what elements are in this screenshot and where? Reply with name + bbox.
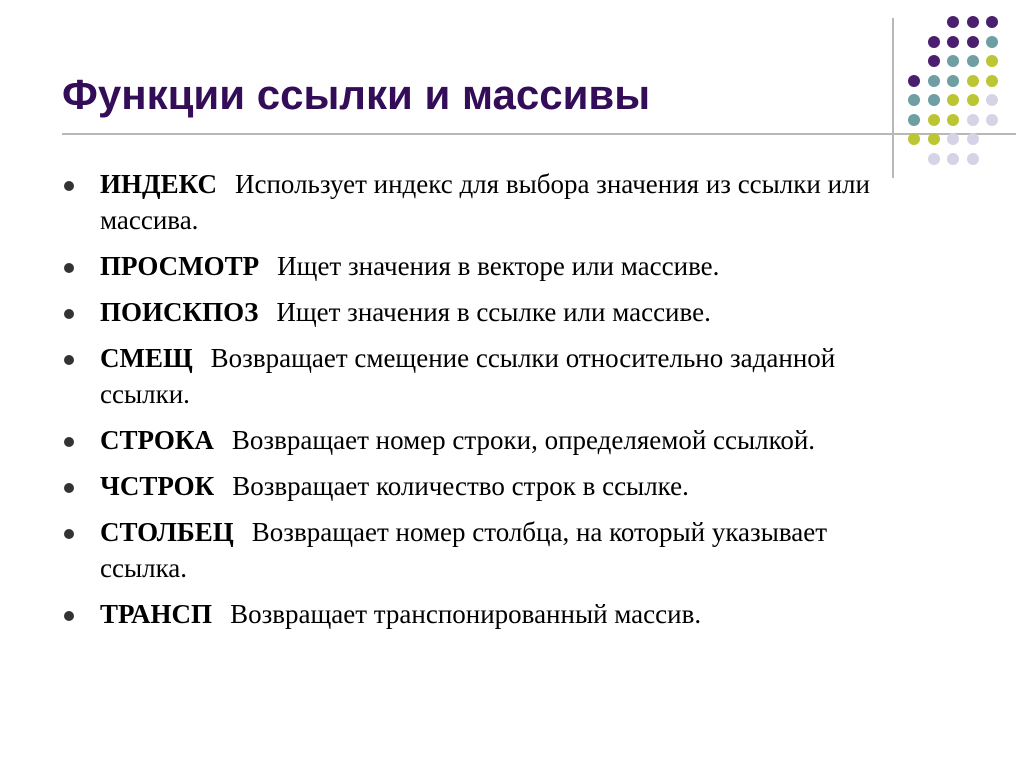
decorative-dot	[908, 114, 920, 126]
decorative-dot	[947, 94, 959, 106]
decorative-dot	[947, 36, 959, 48]
decorative-dot	[928, 153, 940, 165]
bullet-icon	[64, 483, 74, 493]
function-name: СМЕЩ	[100, 343, 193, 373]
decorative-dot	[947, 133, 959, 145]
function-name: ТРАНСП	[100, 599, 213, 629]
bullet-icon	[64, 611, 74, 621]
decorative-dot	[908, 94, 920, 106]
decorative-dot	[928, 94, 940, 106]
function-name: ИНДЕКС	[100, 169, 217, 199]
function-description: Ищет значения в векторе или массиве.	[277, 251, 720, 281]
decorative-dot	[947, 114, 959, 126]
bullet-icon	[64, 309, 74, 319]
bullet-item	[60, 514, 900, 586]
bullet-item	[60, 248, 900, 284]
bullet-icon	[64, 355, 74, 365]
bullet-icon	[64, 263, 74, 273]
decorative-dot	[928, 55, 940, 67]
bullet-item	[60, 166, 900, 238]
decorative-dot	[967, 36, 979, 48]
function-description: Использует индекс для выбора значения из ссылки или массива.	[100, 169, 870, 235]
function-name: СТОЛБЕЦ	[100, 517, 234, 547]
decorative-dot	[967, 133, 979, 145]
bullet-list	[60, 166, 900, 642]
decorative-dot	[928, 36, 940, 48]
bullet-item	[60, 340, 900, 412]
decorative-dot	[928, 133, 940, 145]
bullet-item	[60, 596, 900, 632]
function-name: ПРОСМОТР	[100, 251, 260, 281]
bullet-icon	[64, 529, 74, 539]
bullet-icon	[64, 181, 74, 191]
decorative-dot	[928, 114, 940, 126]
decorative-dot	[986, 16, 998, 28]
decorative-dot	[986, 114, 998, 126]
decorative-dot	[986, 55, 998, 67]
bullet-icon	[64, 437, 74, 447]
horizontal-divider	[62, 133, 1016, 135]
slide-title: Функции ссылки и массивы	[62, 71, 651, 118]
decorative-dot	[908, 75, 920, 87]
function-name: ПОИСКПОЗ	[100, 297, 259, 327]
function-name: ЧСТРОК	[100, 471, 215, 501]
vertical-divider	[892, 18, 894, 178]
decorative-dot-grid	[908, 16, 1008, 166]
function-description: Возвращает транспонированный массив.	[230, 599, 702, 629]
decorative-dot	[947, 16, 959, 28]
function-description: Возвращает номер столбца, на который указывает ссылка.	[100, 517, 827, 583]
function-description: Ищет значения в ссылке или массиве.	[276, 297, 711, 327]
decorative-dot	[986, 36, 998, 48]
function-description: Возвращает количество строк в ссылке.	[232, 471, 689, 501]
decorative-dot	[967, 16, 979, 28]
bullet-item	[60, 294, 900, 330]
decorative-dot	[967, 114, 979, 126]
function-description: Возвращает смещение ссылки относительно заданной ссылки.	[100, 343, 836, 409]
decorative-dot	[928, 75, 940, 87]
decorative-dot	[967, 153, 979, 165]
bullet-item	[60, 468, 900, 504]
decorative-dot	[986, 75, 998, 87]
decorative-dot	[947, 75, 959, 87]
function-name: СТРОКА	[100, 425, 214, 455]
decorative-dot	[908, 133, 920, 145]
decorative-dot	[947, 55, 959, 67]
function-description: Возвращает номер строки, определяемой ссылкой.	[231, 425, 816, 455]
decorative-dot	[986, 94, 998, 106]
decorative-dot	[967, 94, 979, 106]
bullet-item	[60, 422, 900, 458]
decorative-dot	[967, 75, 979, 87]
decorative-dot	[947, 153, 959, 165]
decorative-dot	[967, 55, 979, 67]
